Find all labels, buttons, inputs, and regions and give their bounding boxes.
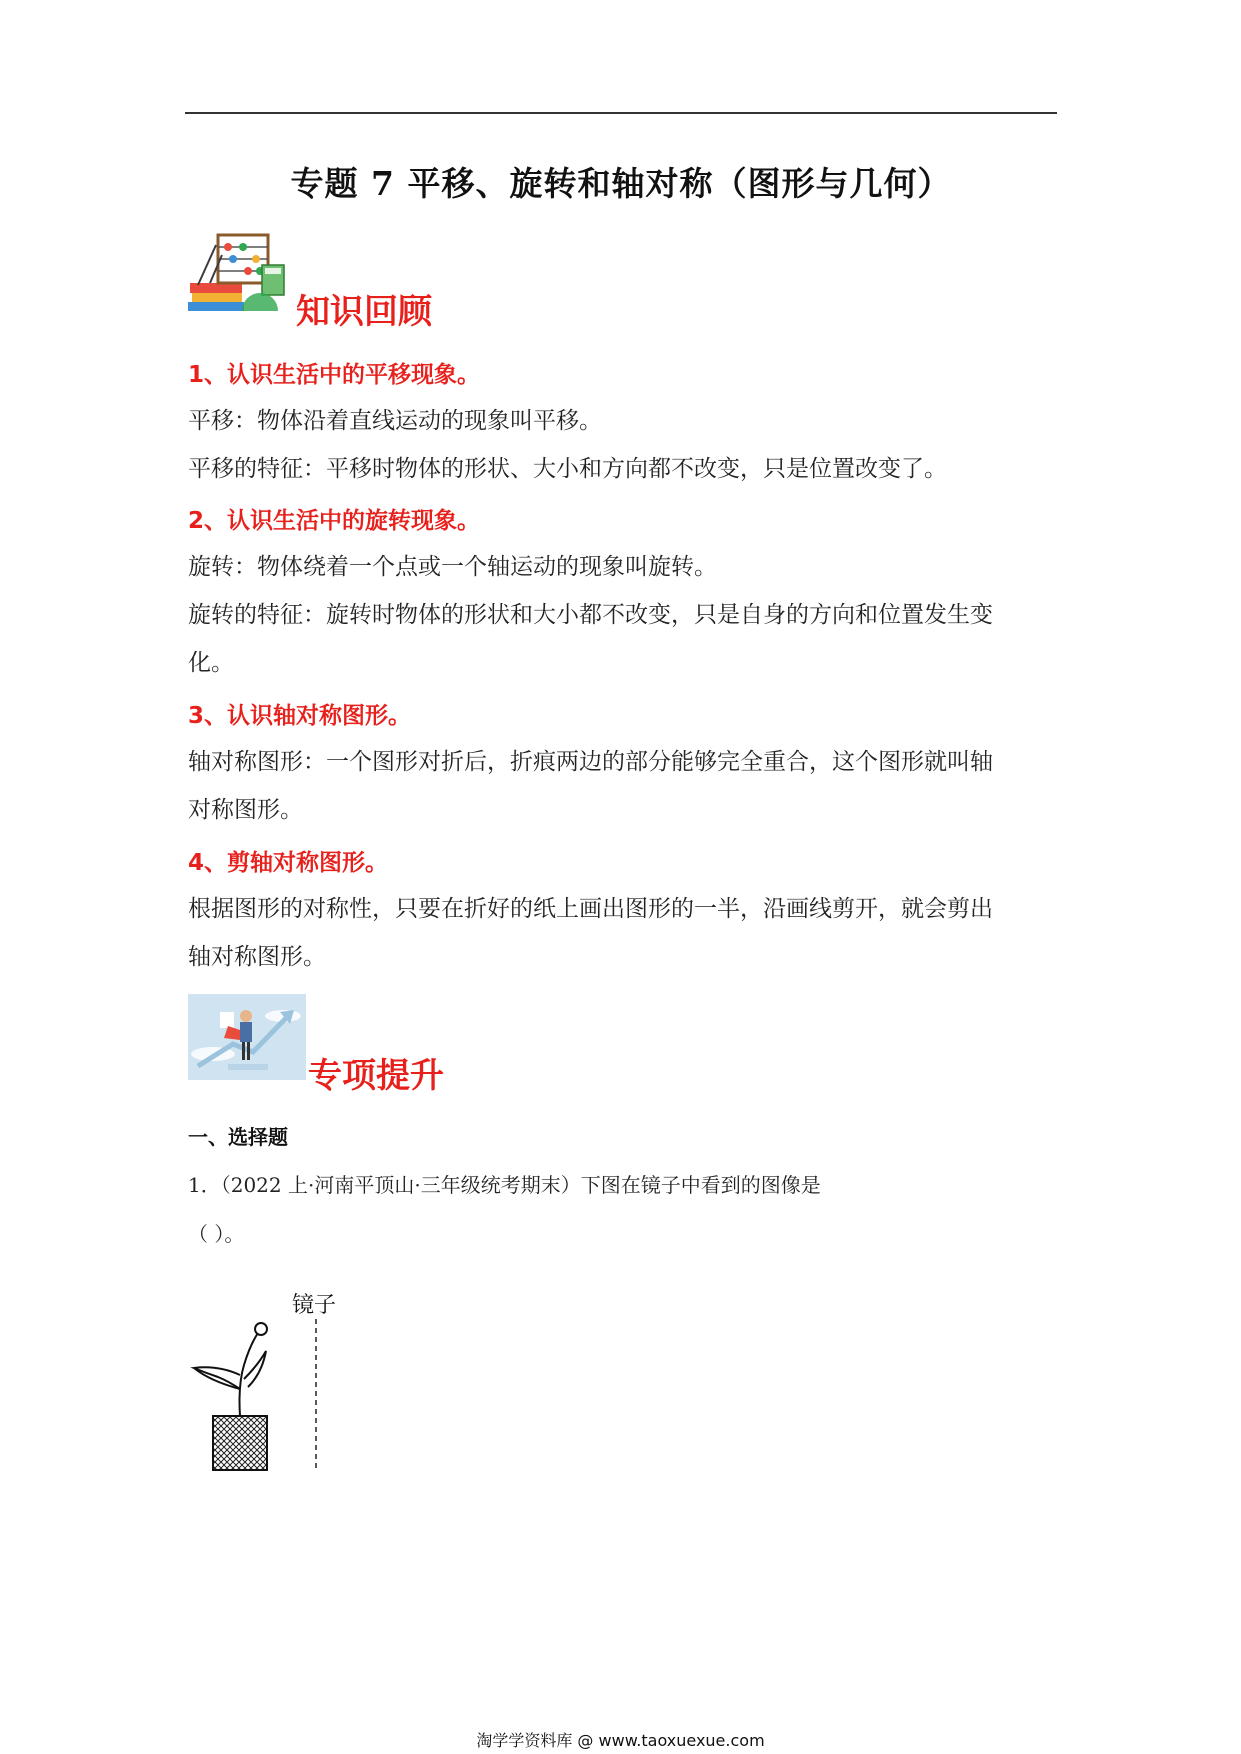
section-label-knowledge: 知识回顾 <box>296 292 432 332</box>
point-heading-1: 1、认识生活中的平移现象。 <box>188 362 481 388</box>
point-text: 根据图形的对称性，只要在折好的纸上画出图形的一半，沿画线剪开，就会剪出 <box>188 896 993 922</box>
point-heading-4: 4、剪轴对称图形。 <box>188 850 389 876</box>
point-text: 旋转的特征：旋转时物体的形状和大小都不改变，只是自身的方向和位置发生变 <box>188 602 993 628</box>
stationery-illustration-icon <box>188 225 288 315</box>
section-label-improvement: 专项提升 <box>308 1056 444 1096</box>
question-section-heading: 一、选择题 <box>188 1125 288 1149</box>
page-title: 专题 7 平移、旋转和轴对称（图形与几何） <box>290 164 952 203</box>
question-1-text: 1．（2022 上·河南平顶山·三年级统考期末）下图在镜子中看到的图像是 <box>188 1173 821 1197</box>
question-1-answer-blank: （ ）。 <box>188 1222 245 1246</box>
header-rule <box>185 112 1057 114</box>
mirror-label: 镜子 <box>292 1293 337 1318</box>
point-text: 轴对称图形：一个图形对折后，折痕两边的部分能够完全重合，这个图形就叫轴 <box>188 749 993 775</box>
point-heading-2: 2、认识生活中的旋转现象。 <box>188 508 481 534</box>
rising-arrow-person-icon <box>188 994 306 1080</box>
point-text: 对称图形。 <box>188 797 303 823</box>
point-heading-3: 3、认识轴对称图形。 <box>188 703 412 729</box>
point-text: 轴对称图形。 <box>188 944 326 970</box>
point-text: 化。 <box>188 650 234 676</box>
point-text: 旋转：物体绕着一个点或一个轴运动的现象叫旋转。 <box>188 554 717 580</box>
point-text: 平移：物体沿着直线运动的现象叫平移。 <box>188 408 602 434</box>
point-text: 平移的特征：平移时物体的形状、大小和方向都不改变，只是位置改变了。 <box>188 456 947 482</box>
plant-pot-drawing <box>188 1315 338 1475</box>
page-footer: 淘学学资料库 @ www.taoxuexue.com <box>476 1731 765 1750</box>
